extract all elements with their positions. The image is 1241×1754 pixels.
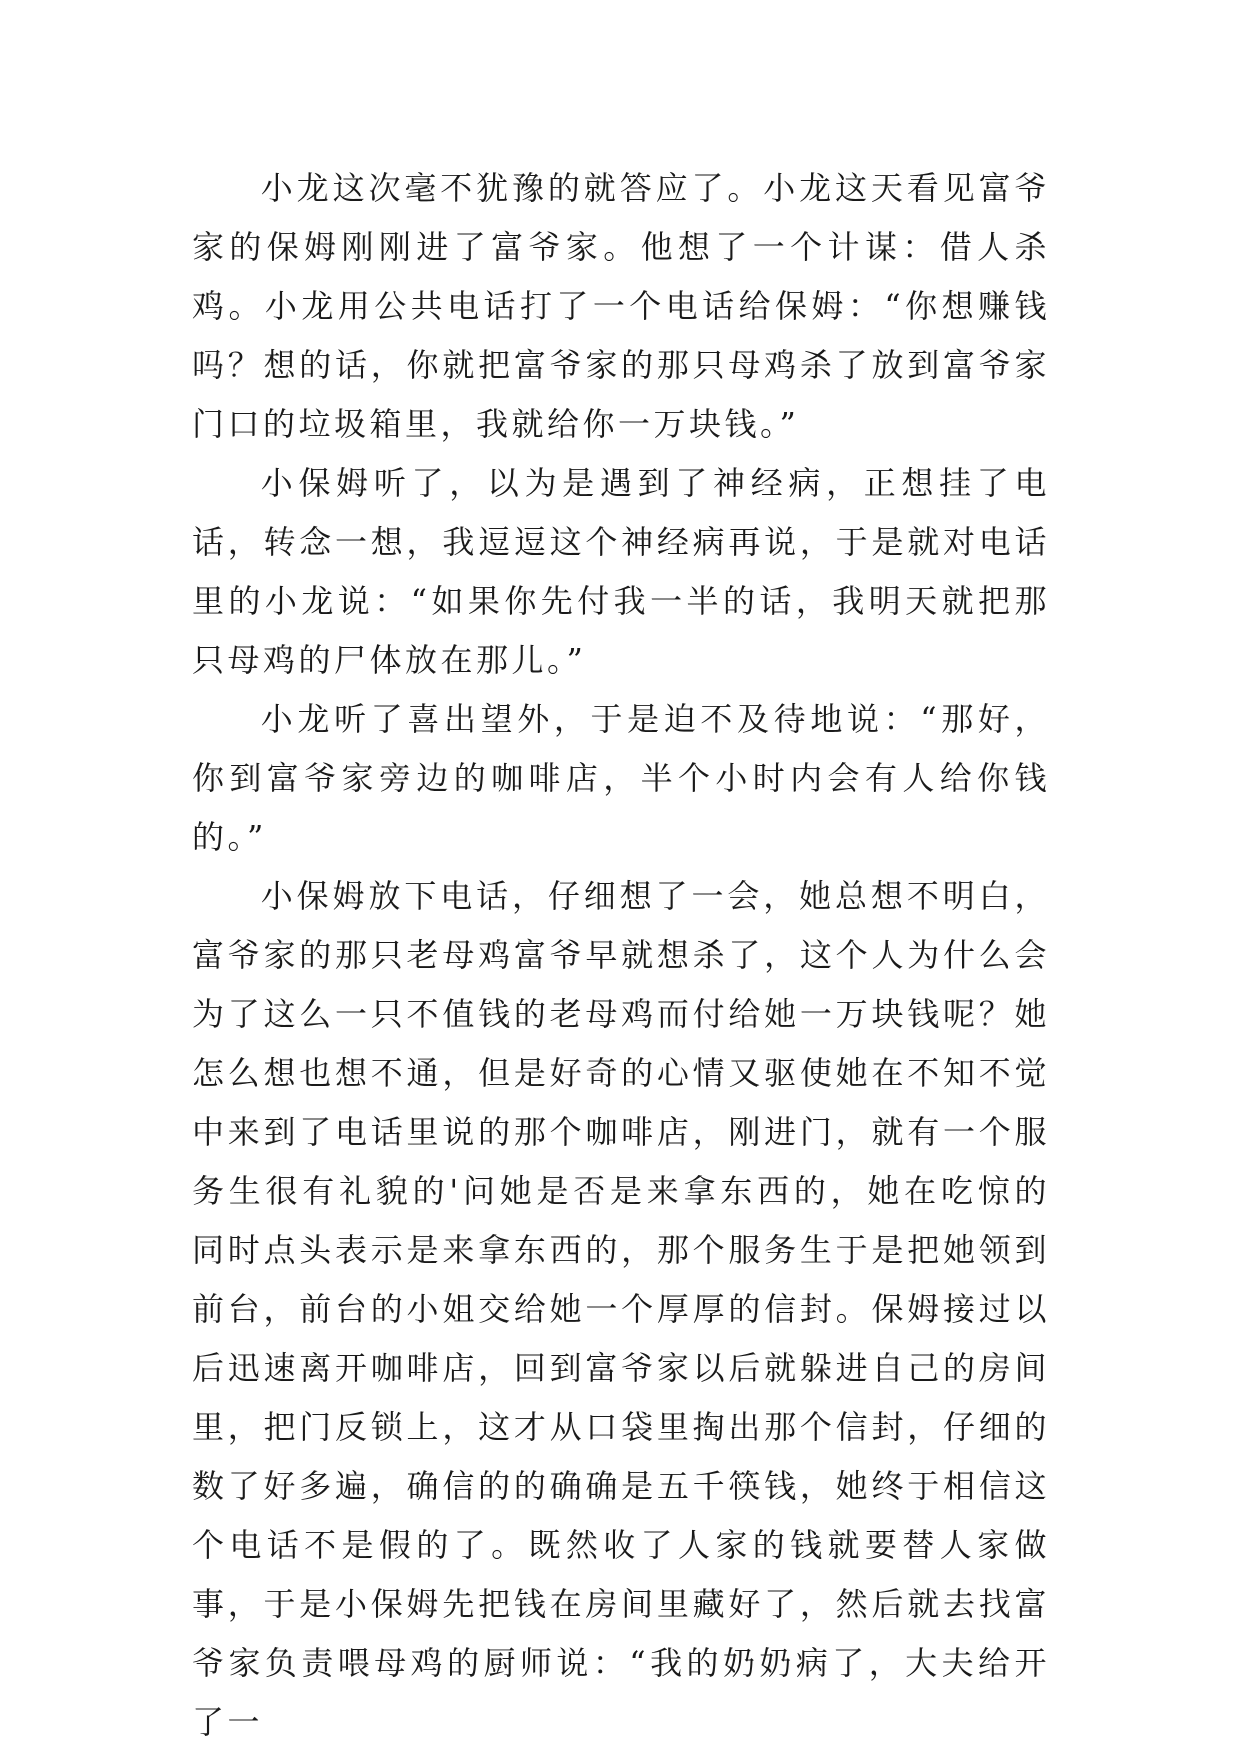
document-body [192, 159, 1050, 1752]
paragraph: 小龙听了喜出望外，于是迫不及待地说：“那好，你到富爷家旁边的咖啡店，半个小时内会有人给你钱的。” [192, 700, 1050, 856]
paragraph: 小保姆听了，以为是遇到了神经病，正想挂了电话，转念一想，我逗逗这个神经病再说，于是就对电话里的小龙说：“如果你先付我一半的话，我明天就把那只母鸡的尸体放在那儿。” [192, 464, 1050, 679]
paragraph: 小龙这次毫不犹豫的就答应了。小龙这天看见富爷家的保姆刚刚进了富爷家。他想了一个计谋：借人杀鸡。小龙用公共电话打了一个电话给保姆：“你想赚钱吗？想的话，你就把富爷家的那只母鸡杀了放到富爷家门口的垃圾箱里，我就给你一万块钱。” [192, 169, 1050, 443]
paragraph: 小保姆放下电话，仔细想了一会，她总想不明白，富爷家的那只老母鸡富爷早就想杀了，这个人为什么会为了这么一只不值钱的老母鸡而付给她一万块钱呢？她怎么想也想不通，但是好奇的心情又驱使她在不知不觉中来到了电话里说的那个咖啡店，刚进门，就有一个服务生很有礼貌的'问她是否是来拿东西的，她在吃惊的同时点头表示是来拿东西的，那个服务生于是把她领到前台，前台的小姐交给她一个厚厚的信封。保姆接过以后迅速离开咖啡店，回到富爷家以后就躲进自己的房间里，把门反锁上，这才从口袋里掏出那个信封，仔细的数了好多遍，确信的的确确是五千筷钱，她终于相信这个电话不是假的了。既然收了人家的钱就要替人家做事，于是小保姆先把钱在房间里藏好了，然后就去找富爷家负责喂母鸡的厨师说：“我的奶奶病了，大夫给开了一 [192, 877, 1050, 1741]
